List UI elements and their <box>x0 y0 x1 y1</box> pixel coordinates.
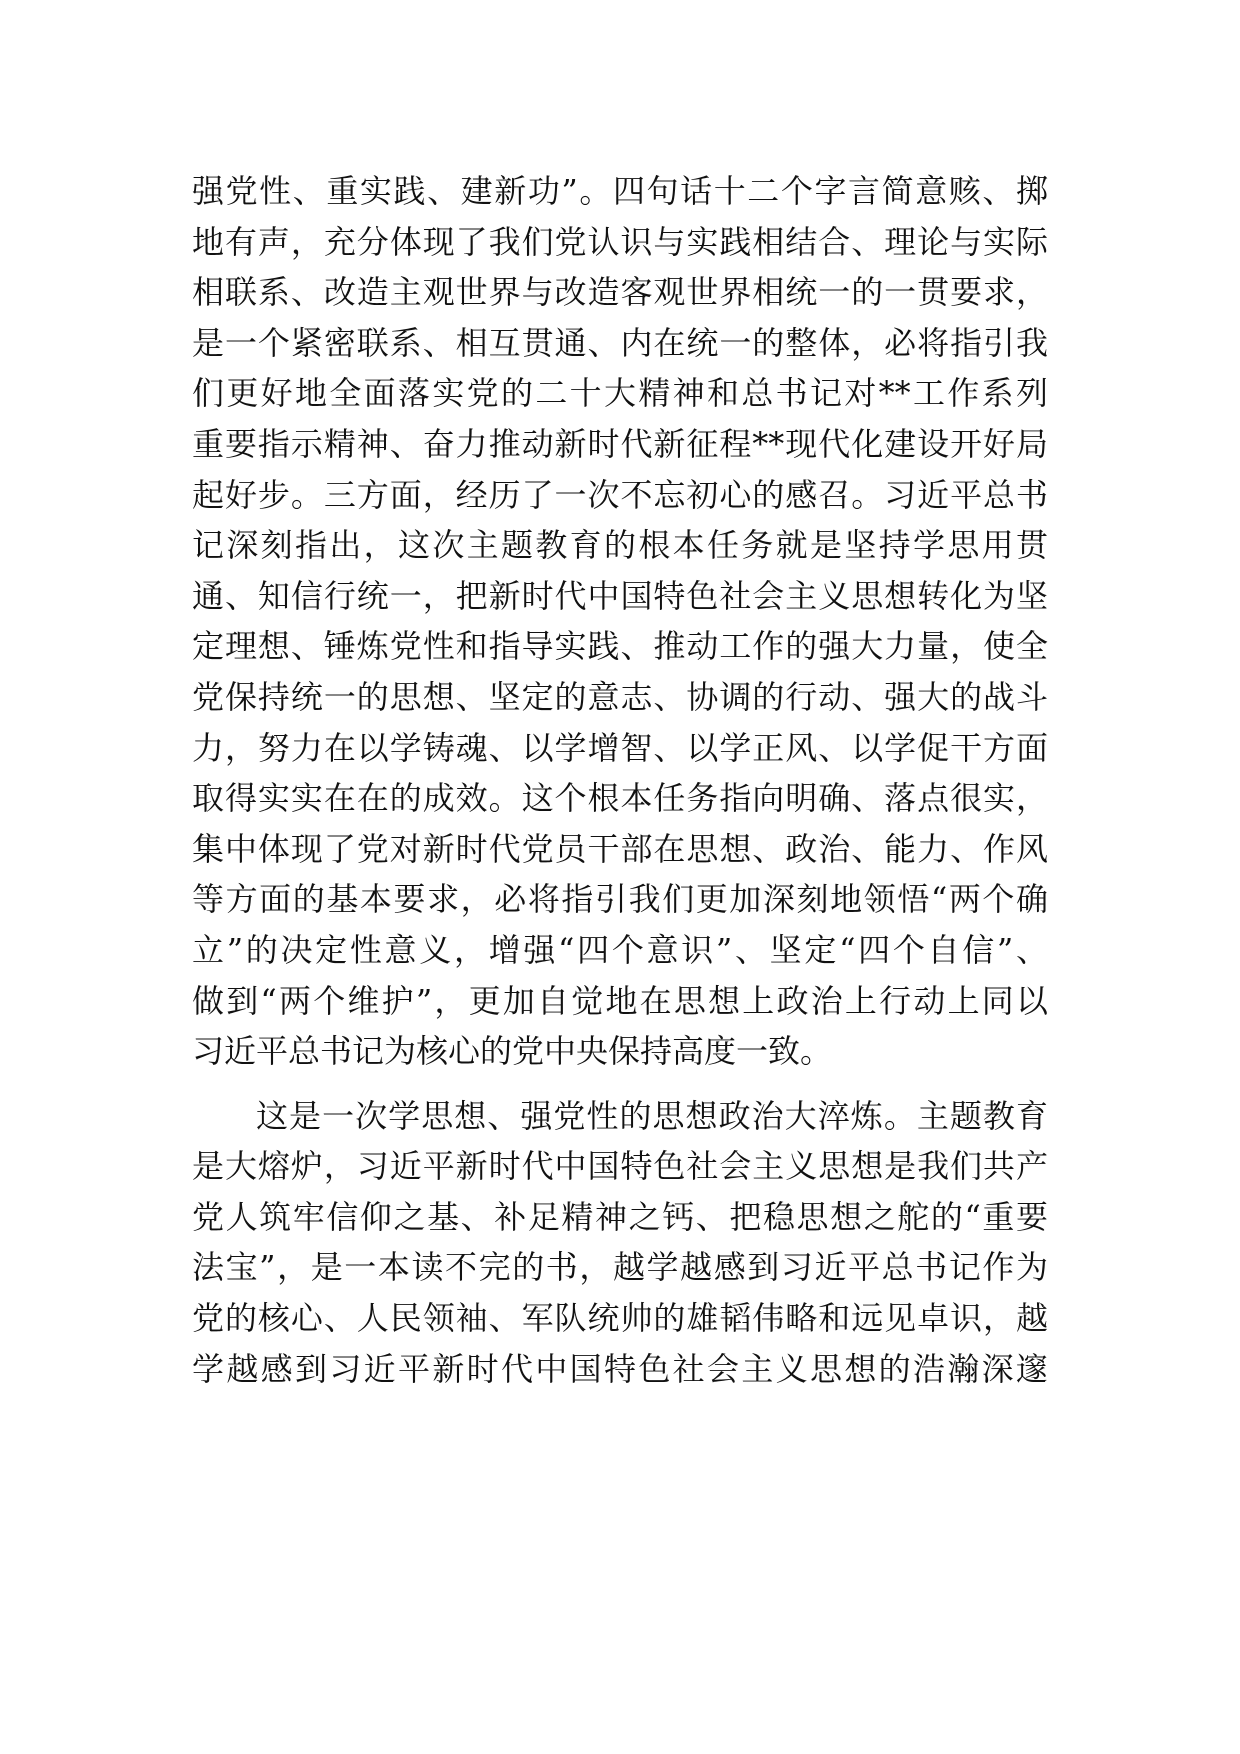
text-line: 党保持统一的思想、坚定的意志、协调的行动、强大的战斗 <box>192 677 1048 716</box>
text-line: 通、知信行统一，把新时代中国特色社会主义思想转化为坚 <box>192 576 1048 615</box>
document-body <box>192 166 1048 1394</box>
text-line: 集中体现了党对新时代党员干部在思想、政治、能力、作风 <box>192 829 1048 868</box>
text-line: 立”的决定性意义，增强“四个意识”、坚定“四个自信”、 <box>192 930 1048 969</box>
text-line: 这是一次学思想、强党性的思想政治大淬炼。主题教育 <box>256 1096 1048 1135</box>
text-line: 法宝”，是一本读不完的书，越学越感到习近平总书记作为 <box>192 1248 1048 1287</box>
text-line: 定理想、锤炼党性和指导实践、推动工作的强大力量，使全 <box>192 627 1048 666</box>
text-line: 习近平总书记为核心的党中央保持高度一致。 <box>192 1032 833 1071</box>
text-line: 力，努力在以学铸魂、以学增智、以学正风、以学促干方面 <box>192 728 1048 767</box>
text-line: 强党性、重实践、建新功”。四句话十二个字言简意赅、掷 <box>192 172 1048 210</box>
text-line: 地有声，充分体现了我们党认识与实践相结合、理论与实际 <box>192 222 1048 261</box>
text-line: 们更好地全面落实党的二十大精神和总书记对**工作系列 <box>192 374 1048 413</box>
text-line: 起好步。三方面，经历了一次不忘初心的感召。习近平总书 <box>192 475 1048 514</box>
text-line: 党人筑牢信仰之基、补足精神之钙、把稳思想之舵的“重要 <box>192 1197 1048 1236</box>
paragraph-2 <box>192 1091 1048 1395</box>
text-line: 记深刻指出，这次主题教育的根本任务就是坚持学思用贯 <box>192 526 1048 565</box>
paragraph-1 <box>192 166 1048 1077</box>
text-line: 相联系、改造主观世界与改造客观世界相统一的一贯要求， <box>192 273 1048 312</box>
text-line: 是大熔炉，习近平新时代中国特色社会主义思想是我们共产 <box>192 1147 1048 1186</box>
text-line: 等方面的基本要求，必将指引我们更加深刻地领悟“两个确 <box>192 880 1048 919</box>
text-line: 是一个紧密联系、相互贯通、内在统一的整体，必将指引我 <box>192 323 1048 362</box>
text-line: 取得实实在在的成效。这个根本任务指向明确、落点很实， <box>192 779 1048 818</box>
text-line: 重要指示精神、奋力推动新时代新征程**现代化建设开好局 <box>192 424 1048 463</box>
paragraph-spacer <box>192 1077 1048 1091</box>
text-line: 做到“两个维护”，更加自觉地在思想上政治上行动上同以 <box>192 981 1048 1020</box>
text-line: 党的核心、人民领袖、军队统帅的雄韬伟略和远见卓识，越 <box>192 1299 1048 1338</box>
text-line: 学越感到习近平新时代中国特色社会主义思想的浩瀚深邃 <box>192 1349 1048 1388</box>
